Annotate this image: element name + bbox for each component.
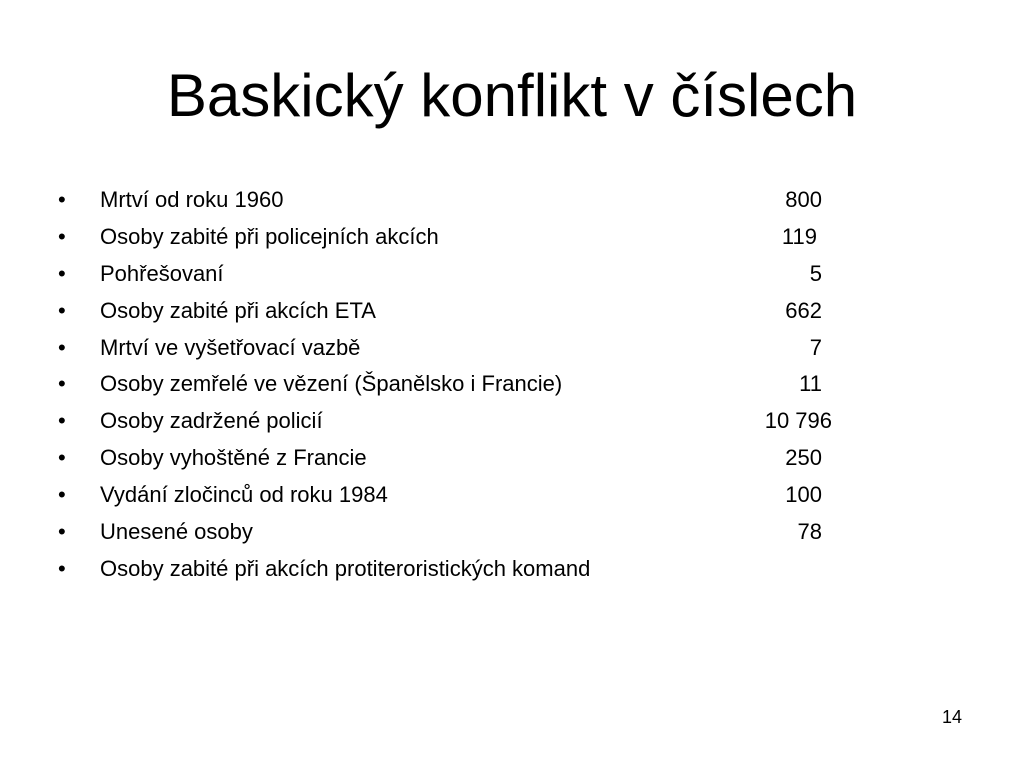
bullet-icon: • xyxy=(58,482,66,508)
item-label: Mrtví ve vyšetřovací vazbě xyxy=(100,334,361,360)
bullet-icon: • xyxy=(58,519,66,545)
list-item xyxy=(58,256,918,293)
list-item xyxy=(58,440,918,477)
bullet-icon: • xyxy=(58,555,66,581)
item-label: Osoby zabité při akcích protiteroristických komand xyxy=(100,555,591,581)
list-item xyxy=(58,182,918,219)
item-value: 78 xyxy=(797,519,822,545)
item-label: Pohřešovaní xyxy=(100,260,224,286)
item-value: 11 xyxy=(799,371,822,397)
item-label: Mrtví od roku 1960 xyxy=(100,187,284,212)
item-label: Osoby zadržené policií xyxy=(100,408,323,434)
page-number: 14 xyxy=(941,707,962,727)
bullet-icon: • xyxy=(58,260,66,286)
list-item xyxy=(58,514,918,551)
item-label: Unesené osoby xyxy=(100,519,253,545)
item-label: Osoby zabité při akcích ETA xyxy=(100,297,376,323)
bullet-icon: • xyxy=(58,445,66,471)
bullet-list xyxy=(58,182,918,588)
bullet-icon: • xyxy=(58,334,66,360)
item-label: Vydání zločinců od roku 1984 xyxy=(100,482,388,508)
list-item xyxy=(58,219,918,256)
item-label: Osoby zemřelé ve vězení (Španělsko i Francie) xyxy=(100,371,563,397)
list-item xyxy=(58,551,918,588)
item-label: Osoby vyhoštěné z Francie xyxy=(100,445,367,471)
item-value: 119 xyxy=(781,223,817,249)
item-value: 5 xyxy=(809,260,822,286)
item-value: 100 xyxy=(785,482,822,508)
bullet-icon: • xyxy=(58,223,66,249)
list-item xyxy=(58,366,918,403)
slide-title: Baskický konflikt v číslech xyxy=(166,62,858,129)
item-value: 7 xyxy=(809,334,822,360)
bullet-icon: • xyxy=(58,187,66,212)
list-item xyxy=(58,477,918,514)
item-value: 10 796 xyxy=(764,408,832,434)
item-label: Osoby zabité při policejních akcích xyxy=(100,223,439,249)
bullet-icon: • xyxy=(58,408,66,434)
list-item xyxy=(58,403,918,440)
bullet-icon: • xyxy=(58,297,66,323)
bullet-icon: • xyxy=(58,371,66,397)
list-item xyxy=(58,293,918,330)
list-item xyxy=(58,330,918,367)
item-value: 662 xyxy=(785,297,822,323)
item-value: 250 xyxy=(785,445,822,471)
item-value: 800 xyxy=(785,187,822,212)
